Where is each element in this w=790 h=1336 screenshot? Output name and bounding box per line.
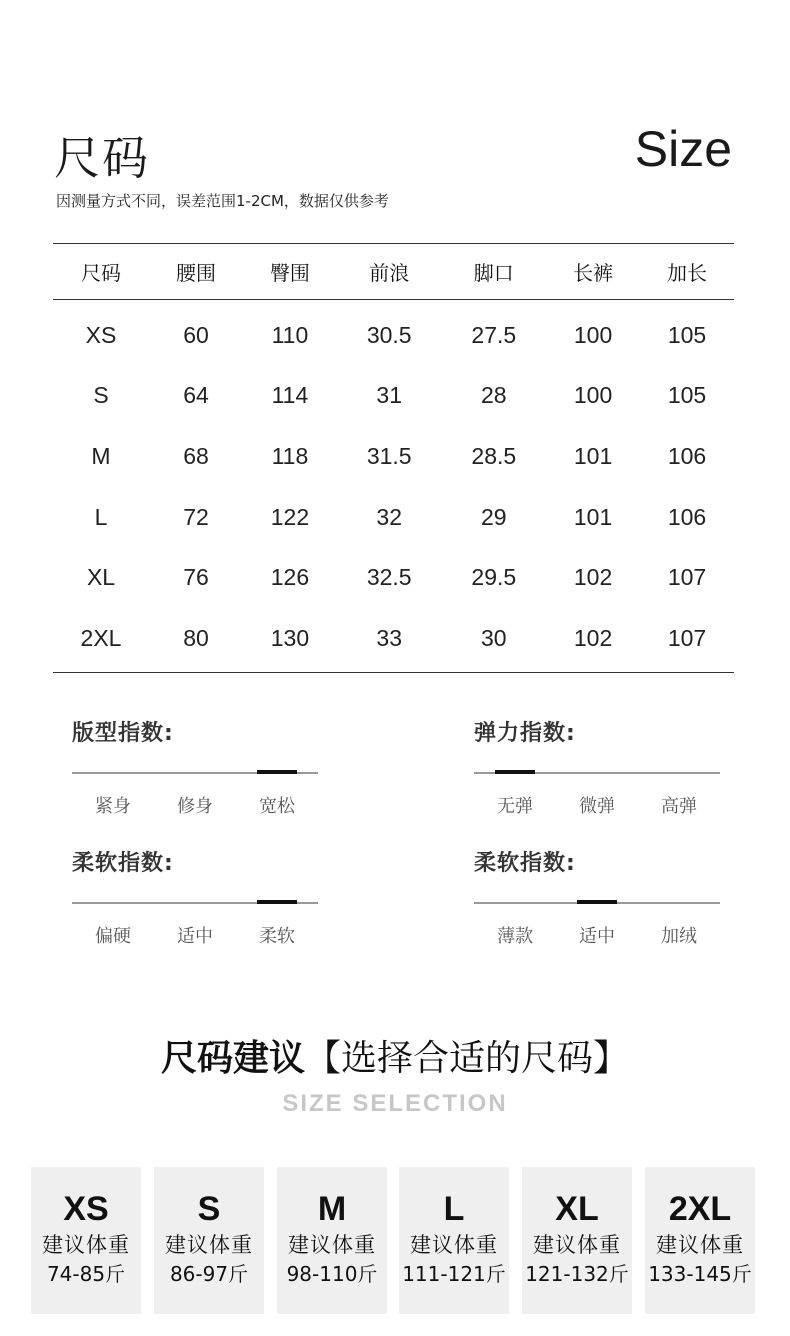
table-cell: 106 [667,442,707,469]
fit-index [72,716,318,817]
table-cell: 72 [183,503,209,530]
page-title: 尺码 [54,131,150,185]
table-cell: 28.5 [471,442,517,469]
index-option: 修身 [177,796,213,817]
table-cell: 32 [376,503,402,530]
column-header: 前浪 [337,244,442,300]
card-weight: 74-85斤 [46,1262,126,1286]
index-option: 偏硬 [95,926,131,947]
card-weight: 133-145斤 [648,1262,752,1286]
index-option: 紧身 [95,796,131,817]
index-option: 无弹 [497,796,533,817]
table-cell: 110 [271,321,309,348]
thickness-index [474,846,720,947]
table-cell: 27.5 [471,321,517,348]
table-cell: 101 [573,442,613,469]
index-marker [257,770,297,774]
table-row [53,366,734,427]
index-track [474,902,720,904]
table-cell: S [93,382,109,409]
table-cell: XS [85,321,117,348]
table-row [53,608,734,672]
table-cell: 100 [573,382,613,409]
size-cards [31,1167,759,1314]
size-card [154,1167,264,1314]
table-row [53,300,734,366]
table-cell: 126 [270,564,310,591]
index-label: 弹力指数: [474,721,576,746]
card-caption: 建议体重 [288,1233,376,1257]
column-header: 臀围 [243,244,337,300]
size-selection-subtitle: SIZE SELECTION [282,1090,508,1117]
table-cell: 80 [149,608,243,672]
table-cell: 105 [667,321,707,348]
table-cell: 130 [243,608,337,672]
table-cell: 105 [667,382,707,409]
stretch-index [474,716,720,817]
column-header: 腰围 [149,244,243,300]
column-header: 加长 [640,244,734,300]
card-caption: 建议体重 [656,1233,744,1257]
table-cell: 32.5 [366,564,412,591]
table-cell: 31.5 [366,442,412,469]
column-header: 长裤 [546,244,640,300]
index-track [72,902,318,904]
index-label: 版型指数: [72,721,174,746]
index-option: 适中 [177,926,213,947]
index-label: 柔软指数: [474,851,576,876]
table-cell: 76 [183,564,209,591]
card-caption: 建议体重 [165,1233,253,1257]
card-weight: 121-132斤 [525,1262,629,1286]
table-cell: 29 [481,503,507,530]
table-cell: 102 [573,564,613,591]
table-cell: 29.5 [471,564,517,591]
card-size: XL [555,1190,599,1228]
table-cell: 30.5 [366,321,412,348]
table-cell: M [91,442,111,469]
size-chart-table [53,243,734,673]
index-option: 柔软 [259,926,295,947]
table-cell: 60 [183,321,209,348]
table-row [53,547,734,608]
table-cell: 33 [337,608,442,672]
index-marker [495,770,535,774]
title-bold: 尺码建议 [160,1038,305,1079]
size-recommendation-title [0,1030,790,1081]
table-cell: 100 [573,321,613,348]
card-size: L [443,1190,465,1228]
table-cell: 28 [481,382,507,409]
softness-index [72,846,318,947]
table-cell: L [94,503,108,530]
index-option: 微弹 [579,796,615,817]
table-cell: 122 [270,503,310,530]
card-caption: 建议体重 [533,1233,621,1257]
table-cell: 101 [573,503,613,530]
table-cell: 64 [183,382,209,409]
index-option: 宽松 [259,796,295,817]
size-card [522,1167,632,1314]
table-cell: XL [86,564,116,591]
card-weight: 111-121斤 [402,1262,506,1286]
table-cell: 106 [667,503,707,530]
index-option: 薄款 [497,926,533,947]
index-track [72,772,318,774]
index-option: 加绒 [661,926,697,947]
card-size: XS [63,1190,109,1228]
card-caption: 建议体重 [42,1233,130,1257]
index-marker [257,900,297,904]
index-label: 柔软指数: [72,851,174,876]
size-card [399,1167,509,1314]
table-header-row [53,244,734,300]
table-cell: 102 [546,608,640,672]
size-card [277,1167,387,1314]
table-row [53,426,734,487]
table-cell: 68 [183,442,209,469]
card-size: 2XL [668,1190,732,1228]
index-track [474,772,720,774]
table-cell: 114 [271,382,309,409]
table-cell: 2XL [53,608,149,672]
index-option: 适中 [579,926,615,947]
page-title-en: Size [634,121,732,177]
size-card [31,1167,141,1314]
card-size: S [197,1190,221,1228]
card-size: M [317,1190,347,1228]
table-cell: 30 [442,608,547,672]
measurement-note: 因测量方式不同，误差范围1-2CM，数据仅供参考 [56,192,389,210]
column-header: 尺码 [53,244,149,300]
size-card [645,1167,755,1314]
table-cell: 107 [640,608,734,672]
card-weight: 98-110斤 [286,1262,378,1286]
column-header: 脚口 [442,244,547,300]
table-row [53,487,734,548]
index-marker [577,900,617,904]
card-caption: 建议体重 [410,1233,498,1257]
table-cell: 107 [667,564,707,591]
table-cell: 118 [271,442,309,469]
title-rest: 【选择合适的尺码】 [305,1038,630,1079]
index-option: 高弹 [661,796,697,817]
card-weight: 86-97斤 [169,1262,249,1286]
table-cell: 31 [376,382,402,409]
